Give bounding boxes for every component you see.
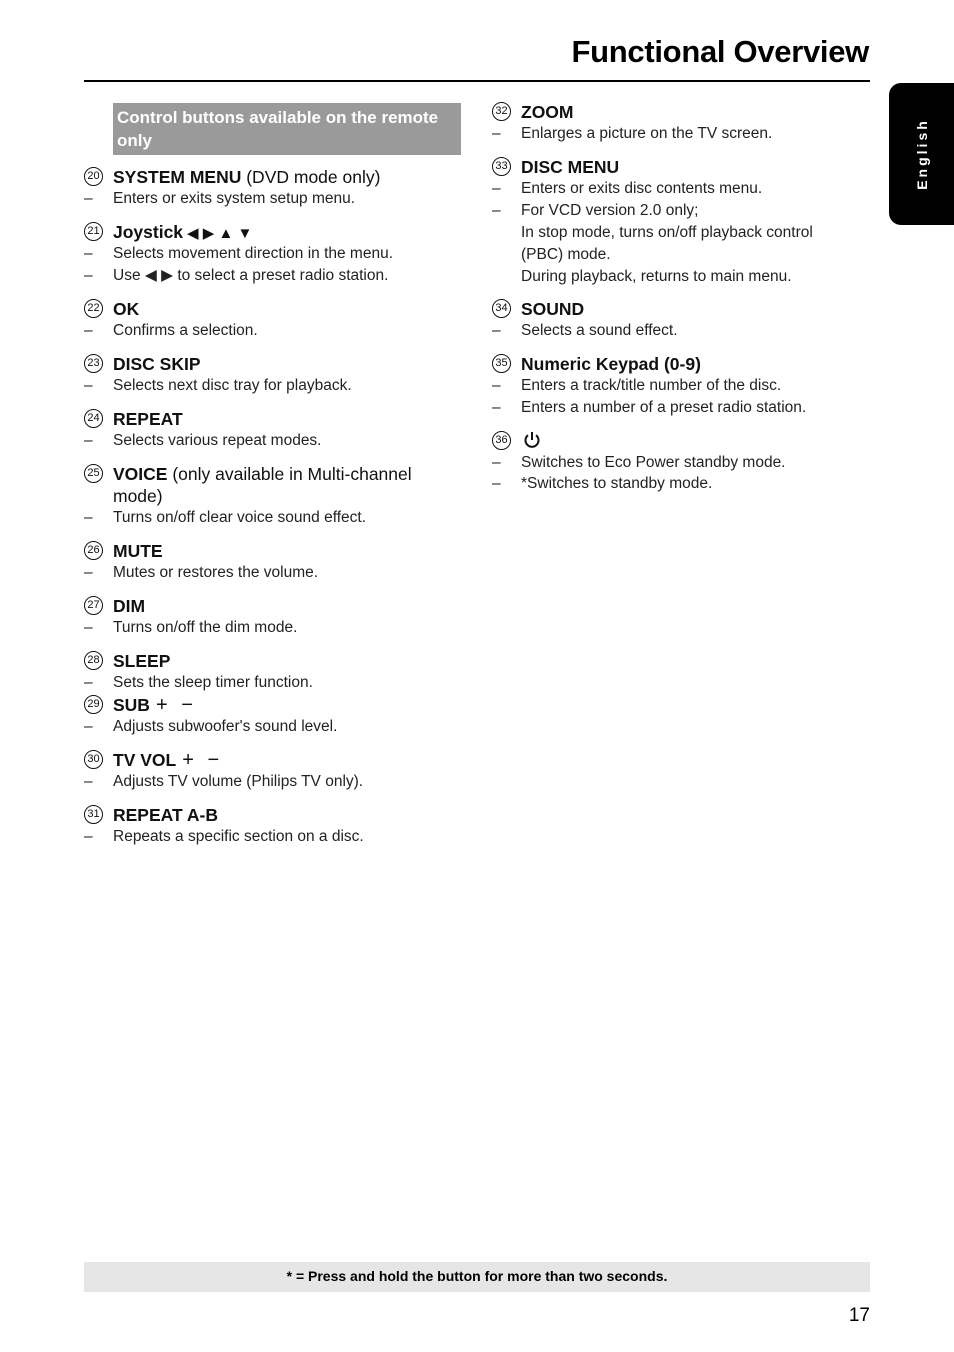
item-number: 32 <box>492 102 511 121</box>
item-number: 25 <box>84 464 103 483</box>
item-heading: DIM <box>113 596 146 616</box>
section-header <box>113 103 461 155</box>
item-heading: ZOOM <box>521 102 574 122</box>
item-heading: SYSTEM MENU (DVD mode only) <box>113 167 381 187</box>
item-desc: Selects next disc tray for playback. <box>113 377 352 394</box>
item-number: 31 <box>84 805 103 824</box>
item-number: 33 <box>492 157 511 176</box>
item-desc: *Switches to standby mode. <box>521 475 713 492</box>
item-desc: Turns on/off clear voice sound effect. <box>113 509 367 526</box>
page-number: 17 <box>848 1305 870 1326</box>
item-number: 30 <box>84 750 103 769</box>
item-heading: REPEAT A-B <box>113 805 218 825</box>
item-heading: Numeric Keypad (0-9) <box>521 354 701 374</box>
item-desc: Enters or exits disc contents menu. <box>521 180 763 197</box>
item-desc: Mutes or restores the volume. <box>113 564 319 581</box>
item-number: 34 <box>492 299 511 318</box>
item-desc: Enlarges a picture on the TV screen. <box>521 125 773 142</box>
item-desc: Sets the sleep timer function. <box>113 674 313 691</box>
item-number: 36 <box>492 431 511 450</box>
item-number: 24 <box>84 409 103 428</box>
item-desc: Enters or exits system setup menu. <box>113 190 356 207</box>
item-desc: Selects various repeat modes. <box>113 432 322 449</box>
item-desc: Repeats a specific section on a disc. <box>113 828 364 845</box>
item-number: 21 <box>84 222 103 241</box>
item-desc-cont: (PBC) mode. <box>521 246 611 263</box>
item-heading: REPEAT <box>113 409 183 429</box>
item-desc: Adjusts TV volume (Philips TV only). <box>113 773 364 790</box>
item-desc: Turns on/off the dim mode. <box>113 619 298 636</box>
item-heading: SLEEP <box>113 651 171 671</box>
item-desc: Selects a sound effect. <box>521 322 678 339</box>
item-number: 20 <box>84 167 103 186</box>
item-desc: For VCD version 2.0 only; <box>521 202 699 219</box>
power-icon <box>522 430 542 450</box>
footnote-bar <box>84 1262 870 1292</box>
item-heading: DISC SKIP <box>113 354 201 374</box>
item-desc-cont: In stop mode, turns on/off playback control <box>521 224 813 241</box>
item-desc-cont: During playback, returns to main menu. <box>521 268 792 285</box>
item-desc: Use ◀ ▶ to select a preset radio station. <box>113 267 389 284</box>
footnote-text: * = Press and hold the button for more than two seconds. <box>286 1268 668 1284</box>
item-desc: Enters a track/title number of the disc. <box>521 377 782 394</box>
language-tab-label: English <box>913 118 930 190</box>
item-desc: Confirms a selection. <box>113 322 258 339</box>
item-heading: SOUND <box>521 299 585 319</box>
item-heading: OK <box>113 299 140 319</box>
plus-minus-icon: + − <box>155 694 197 716</box>
item-heading: TV VOL + − <box>113 749 224 771</box>
title-rule <box>84 80 870 82</box>
item-heading: Joystick ◀ ▶ ▲ ▼ <box>113 222 253 242</box>
plus-minus-icon: + − <box>182 749 224 771</box>
language-tab <box>889 83 954 225</box>
item-desc: Adjusts subwoofer's sound level. <box>113 718 338 735</box>
item-number: 23 <box>84 354 103 373</box>
section-header-label: Control buttons available on the remote only <box>117 108 439 150</box>
item-heading: VOICE (only available in Multi-channel <box>113 464 412 484</box>
item-number: 22 <box>84 299 103 318</box>
page-title: Functional Overview <box>571 34 869 69</box>
item-number: 28 <box>84 651 103 670</box>
item-heading: DISC MENU <box>521 157 620 177</box>
item-number: 35 <box>492 354 511 373</box>
item-desc: Enters a number of a preset radio station. <box>521 399 807 416</box>
item-heading: SUB + − <box>113 694 197 716</box>
item-heading: MUTE <box>113 541 163 561</box>
item-desc: Switches to Eco Power standby mode. <box>521 454 786 471</box>
arrow-icons: ◀ ▶ ▲ ▼ <box>187 225 253 242</box>
item-number: 26 <box>84 541 103 560</box>
item-heading-cont: mode) <box>113 486 163 506</box>
item-number: 27 <box>84 596 103 615</box>
item-desc: Selects movement direction in the menu. <box>113 245 393 262</box>
dash: – <box>84 190 93 207</box>
item-number: 29 <box>84 695 103 714</box>
